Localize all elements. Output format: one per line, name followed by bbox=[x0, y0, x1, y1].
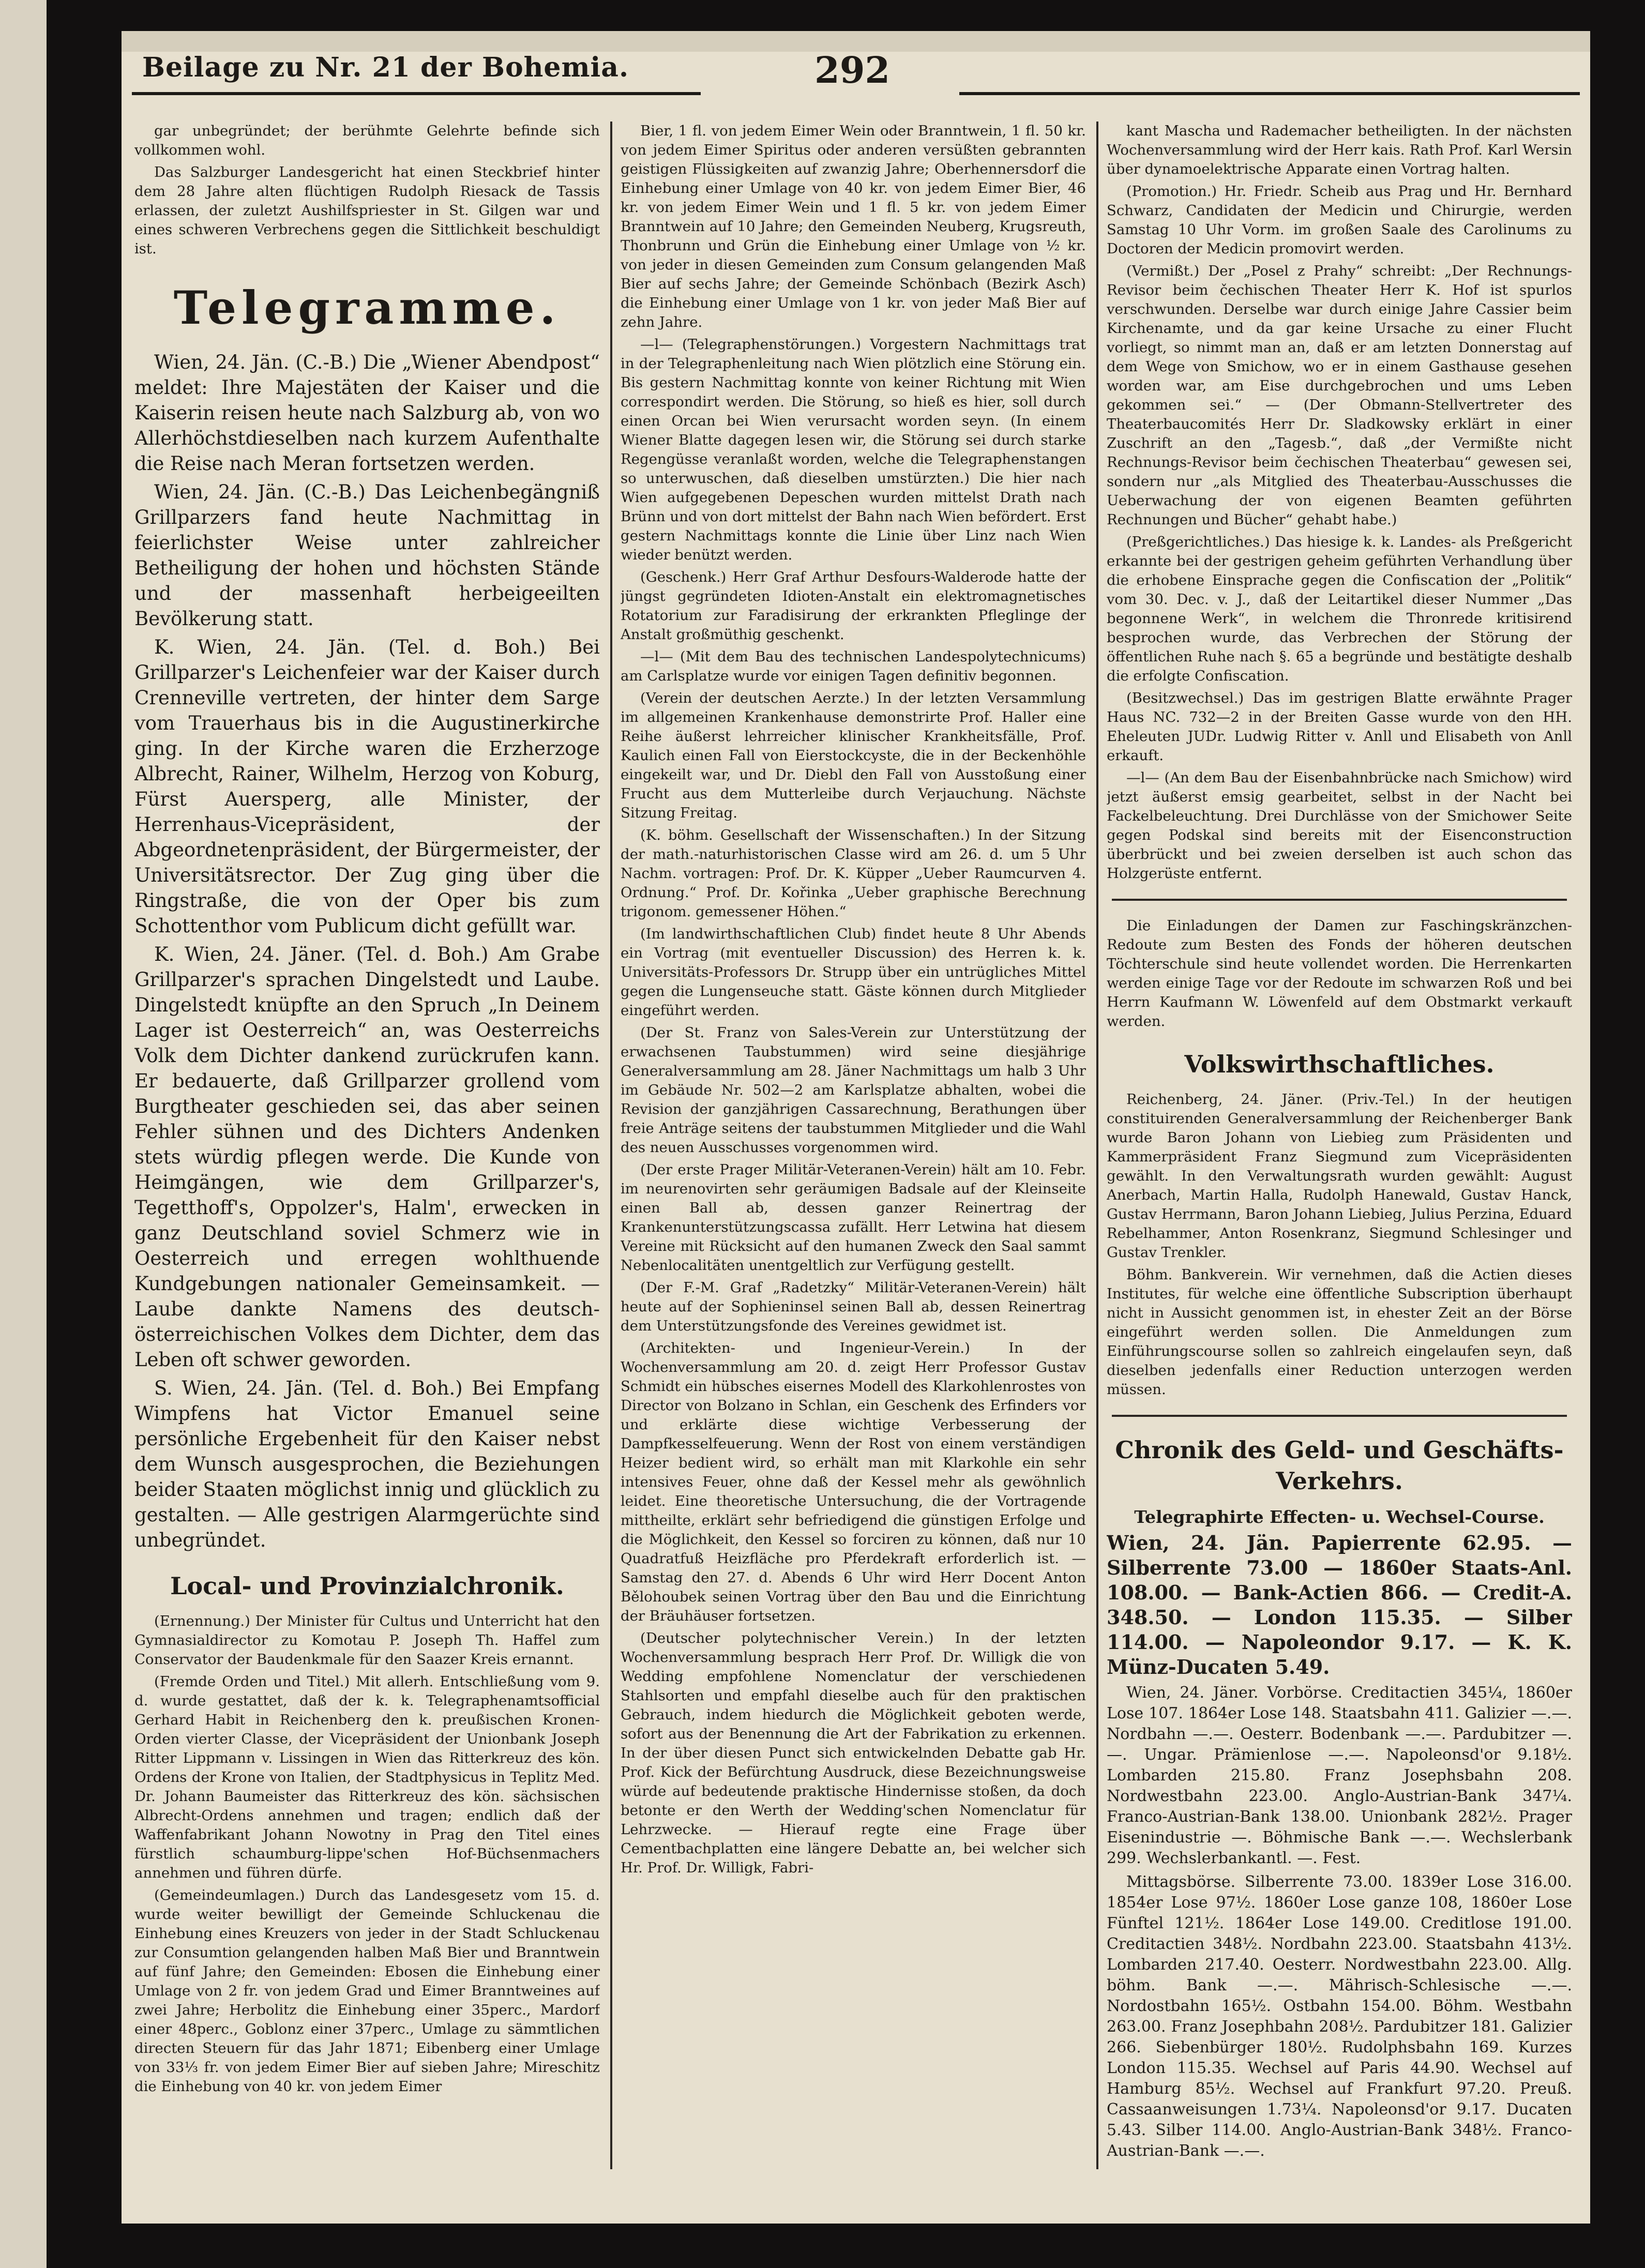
news-item: (Promotion.) Hr. Friedr. Scheib aus Prag und Hr. Bernhard Schwarz, Candidaten der Medicin und Chirurgie, werden Samstag 10 Uhr Vorm. im großen Saale des Carolinums zu Doctoren der Medicin promovirt werden. bbox=[1107, 183, 1572, 257]
news-item: Die Einladungen der Damen zur Faschingskränzchen-Redoute zum Besten des Fonds der höheren deutschen Töchterschule sind heute vollendet worden. Die Herrenkarten werden einige Tage vor der Redoute im schwarzen Roß und bei Herrn Kaufmann W. Löwenfeld auf dem Obstmarkt verkauft werden. bbox=[1107, 917, 1572, 1030]
news-item: —l— (An dem Bau der Eisenbahnbrücke nach Smichow) wird jetzt äußerst emsig gearbeitet, selbst in der Nacht bei Fackelbeleuchtung. Drei Durchlässe von der Smichower Seite gegen Podskal sind bereits mit der Eisenconstruction überbrückt und bei zweien derselben ist auch schon das Holzgerüste entfernt. bbox=[1107, 769, 1572, 882]
news-item: (Vermißt.) Der „Posel z Prahy“ schreibt: „Der Rechnungs-Revisor beim čechischen Theater Herr K. Hof ist spurlos verschwunden. Derselbe war durch einige Jahre Cassier beim Kirchenamte, und da gar keine Ursache zu einer Flucht vorliegt, so nimmt man an, daß er am letzten Donnerstag auf dem Wege von Smichow, wo er in einem Gasthause gesehen worden war, am Eise durchgebrochen und ums Leben gekommen sei.“ — (Der Obmann-Stellvertreter des Theaterbaucomités Herr Dr. Sladkowsky erklärt in einer Zuschrift an den „Tagesb.“, daß „der Vermißte nicht Rechnungs-Revisor beim čechischen Theaterbau“ gewesen sei, sondern nur „als Mitglied des Theaterbau-Ausschusses die Ueberwachung der von eigenen Beamten geführten Rechnungen und Bücher“ gehabt habe.) bbox=[1107, 263, 1572, 528]
news-item: (Verein der deutschen Aerzte.) In der letzten Versammlung im allgemeinen Krankenhause demonstrirte Prof. Haller eine Reihe äußerst lehrreicher klinischer Krankheitsfälle, Prof. Kaulich einen Fall von Eierstockcyste, die in der Beckenhöhle eingekeilt war, und Dr. Diebl den Fall von Ausstoßung einer Frucht aus dem Mutterleibe durch Verjauchung. Nächste Sitzung Freitag. bbox=[621, 690, 1086, 821]
header-rule-right bbox=[959, 92, 1580, 95]
newspaper-page bbox=[122, 31, 1590, 2224]
market-subheading: Telegraphirte Effecten- u. Wechsel-Course. bbox=[1134, 1507, 1545, 1527]
news-item: kant Mascha und Rademacher betheiligten. In der nächsten Wochenversammlung wird der Herr kais. Rath Prof. Karl Wersin über dynamoelektrische Apparate einen Vortrag halten. bbox=[1107, 123, 1572, 177]
column-2 bbox=[621, 122, 1086, 2169]
economy-item: Böhm. Bankverein. Wir vernehmen, daß die Actien dieses Institutes, für welche eine öffentliche Subscription überhaupt nicht in Aussicht genommen ist, in ehester Zeit an der Börse eingeführt werden sollen. Die Anmeldungen zum Einführungscourse sollen so zahlreich eingelaufen seyn, daß dieselben jedenfalls einer Reduction unterzogen werden müssen. bbox=[1107, 1266, 1572, 1398]
news-item: —l— (Telegraphenstörungen.) Vorgestern Nachmittags trat in der Telegraphenleitung nach Wien plötzlich eine Störung ein. Bis gestern Nachmittag konnte von keiner Richtung mit Wien correspondirt werden. Die Störung, so hieß es hier, soll durch einen Orcan bei Wien verursacht worden seyn. (In einem Wiener Blatte dagegen lesen wir, die Störung sei durch starke Regengüsse veranlaßt worden, welche die Telegraphenstangen so unterwuschen, daß dieselben umstürzten.) Die hier nach Wien aufgegebenen Depeschen wurden mittelst Drath nach Brünn und von dort mittelst der Bahn nach Wien befördert. Erst gestern Nachmittags konnte die Linie über Linz nach Wien wieder benützt werden. bbox=[621, 336, 1086, 563]
economy-item: Reichenberg, 24. Jäner. (Priv.-Tel.) In der heutigen constituirenden Generalversammlung der Reichenberger Bank wurde Baron Johann von Liebieg zum Präsidenten und Kammerpräsident Franz Siegmund zum Vicepräsidenten gewählt. In den Verwaltungsrath wurden gewählt: August Anerbach, Martin Halla, Rudolph Hanewald, Gustav Hanck, Gustav Herrmann, Baron Johann Liebieg, Julius Perzina, Eduard Rebelhammer, Anton Rosenkranz, Siegmund Schlesinger und Gustav Trenkler. bbox=[1107, 1091, 1572, 1261]
news-item: (Der F.-M. Graf „Radetzky“ Militär-Veteranen-Verein) hält heute auf der Sophieninsel seinen Ball ab, dessen Reinertrag dem Unterstützungsfonde des Vereines gewidmet ist. bbox=[621, 1279, 1086, 1334]
article-paragraph: Das Salzburger Landesgericht hat einen Steckbrief hinter dem 28 Jahre alten flüchtigen Rudolph Riesack de Tassis erlassen, der zuletzt Aushilfspriester in St. Gilgen war und eines schweren Verbrechens gegen die Sittlichkeit beschuldigt ist. bbox=[134, 164, 600, 257]
adjacent-page-edge bbox=[0, 0, 47, 2268]
section-heading-local: Local- und Provinzialchronik. bbox=[170, 1572, 564, 1600]
telegram-item: Wien, 24. Jän. (C.-B.) Die „Wiener Abendpost“ meldet: Ihre Majestäten der Kaiser und die Kaiserin reisen heute nach Salzburg ab, von wo Allerhöchstdieselben nach kurzem Aufenthalte die Reise nach Meran fortsetzen werden. bbox=[134, 351, 600, 475]
section-heading-telegramme: Telegramme. bbox=[173, 281, 561, 335]
telegram-item: K. Wien, 24. Jäner. (Tel. d. Boh.) Am Grabe Grillparzer's sprachen Dingelstedt und Laube. Dingelstedt knüpfte an den Spruch „In Deinem Lager ist Oesterreich“ an, was Oesterreichs Volk dem Dichter dankend zurückrufen kann. Er bedauerte, daß Grillparzer grollend vom Burgtheater geschieden sei, das aber seinen Fehler sühnen und des Dichters Andenken stets würdig pflegen werde. Die Kunde von Heimgängen, wie dem Grillparzer's, Tegetthoff's, Oppolzer's, Halm', erwecken in ganz Deutschland soviel Schmerz wie in Oesterreich und erregen wohlthuende Kundgebungen nationaler Gemeinsamkeit. — Laube dankte Namens des deutsch-österreichischen Volkes dem Dichter, dem das Leben oft schwer geworden. bbox=[134, 943, 600, 1371]
supplement-title: Beilage zu Nr. 21 der Bohemia. bbox=[142, 52, 629, 83]
news-item: (Besitzwechsel.) Das im gestrigen Blatte erwähnte Prager Haus NC. 732—2 in der Breiten Gasse wurde von den HH. Eheleuten JUDr. Ludwig Ritter v. Anll und Elisabeth von Anll erkauft. bbox=[1107, 690, 1572, 764]
market-report bbox=[1107, 1507, 1572, 2161]
telegram-block bbox=[134, 350, 600, 1553]
page-number: 292 bbox=[814, 49, 891, 92]
market-quote-block: Wien, 24. Jän. Papierrente 62.95. — Silberrente 73.00 — 1860er Staats-Anl. 108.00. — Bank-Actien 866. — Credit-A. 348.50. — London 115.35. — Silber 114.00. — Napoleondor 9.17. — K. K. Münz-Ducaten 5.49. bbox=[1107, 1531, 1572, 1679]
news-item: (Fremde Orden und Titel.) Mit allerh. Entschließung vom 9. d. wurde gestattet, daß der k. k. Telegraphenamtsofficial Gerhard Habit in Reichenberg den k. preußischen Kronen-Orden vierter Classe, der Vicepräsident der Unionbank Joseph Ritter Lippmann v. Lissingen in Wien das Ritterkreuz des kön. Ordens der Krone von Italien, der Stadtphysicus in Teplitz Med. Dr. Johann Baumeister das Ritterkreuz des kön. sächsischen Albrecht-Ordens annehmen und tragen; endlich daß der Waffenfabrikant Johann Nowotny in Prag den Titel eines fürstlich schaumburg-lippe'schen Hof-Büchsenmachers annehmen und führen dürfe. bbox=[134, 1673, 600, 1881]
news-item: Bier, 1 fl. von jedem Eimer Wein oder Branntwein, 1 fl. 50 kr. von jedem Eimer Spiritus oder anderen versüßten gebrannten geistigen Flüssigkeiten auf zwanzig Jahre; Oberhennersdorf die Einhebung einer Umlage von 40 kr. von jedem Eimer Bier, 46 kr. von jedem Eimer Wein und 1 fl. 5 kr. von jedem Eimer Branntwein auf 10 Jahre; den Gemeinden Neuberg, Krugsreuth, Thonbrunn und Grün die Einhebung einer Umlage von ½ kr. von jeder in diesen Gemeinden zum Consum gelangenden Maß Bier auf sechs Jahre; der Gemeinde Schönbach (Bezirk Asch) die Einhebung einer Umlage von 1 kr. von jeder Maß Bier auf zehn Jahre. bbox=[621, 123, 1086, 330]
news-item: (Preßgerichtliches.) Das hiesige k. k. Landes- als Preßgericht erkannte bei der gestrigen geheim geführten Verhandlung über die erhobene Einsprache gegen die Confiscation der „Politik“ vom 30. Dec. v. J., daß der Leitartikel dieser Nummer „Das begonnene Werk“, in welchem die Thronrede kritisirend besprochen wurde, das Verbrechen der Störung der öffentlichen Ruhe nach §. 65 a begründe und bestätigte deshalb die erfolgte Confiscation. bbox=[1107, 534, 1572, 684]
article-paragraph: gar unbegründet; der berühmte Gelehrte befinde sich vollkommen wohl. bbox=[134, 123, 600, 158]
telegram-item: Wien, 24. Jän. (C.-B.) Das Leichenbegängniß Grillparzers fand heute Nachmittag in feierlichster Weise unter zahlreicher Betheiligung der hohen und höchsten Stände und der massenhaft herbeigeeilten Bevölkerung statt. bbox=[134, 481, 600, 630]
news-item: (Gemeindeumlagen.) Durch das Landesgesetz vom 15. d. wurde weiter bewilligt der Gemeinde Schluckenau die Einhebung eines Kreuzers von jeder in der Stadt Schluckenau zur Consumtion gelangenden halben Maß Bier und Branntwein auf fünf Jahre; den Gemeinden: Ebosen die Einhebung einer Umlage von 2 fr. von jedem Grad und Eimer Branntweines auf zwei Jahre; Herbolitz die Einhebung einer 35perc., Mardorf einer 48perc., Goblonz einer 37perc., Umlage zu sämmtlichen directen Steuern für das Jahr 1871; Eibenberg einer Umlage von 33⅓ fr. von jedem Eimer Bier auf sieben Jahre; Mireschitz die Einhebung von 40 kr. von jedem Eimer bbox=[134, 1887, 600, 2095]
news-item: (Im landwirthschaftlichen Club) findet heute 8 Uhr Abends ein Vortrag (mit eventueller Discussion) des Herren k. k. Universitäts-Professors Dr. Strupp über ein untrügliches Mittel gegen die Lungenseuche statt. Gäste können durch Mitglieder eingeführt werden. bbox=[621, 926, 1086, 1019]
market-quote-block: Mittagsbörse. Silberrente 73.00. 1839er Lose 316.00. 1854er Lose 97½. 1860er Lose ganze 108, 1860er Lose Fünftel 121½. 1864er Lose 149.00. Creditlose 191.00. Creditactien 348½. Nordbahn 223.00. Staatsbahn 413½. Lombarden 217.40. Oesterr. Nordwestbahn 223.00. Allg. böhm. Bank —.—. Mährisch-Schlesische —.—. Nordostbahn 165½. Ostbahn 154.00. Böhm. Westbahn 263.00. Franz Josephbahn 208½. Pardubitzer 181. Galizier 266. Siebenbürger 180½. Rudolphsbahn 169. Kurzes London 115.35. Wechsel auf Paris 44.90. Wechsel auf Hamburg 85½. Wechsel auf Frankfurt 97.20. Preuß. Cassaanweisungen 1.73¼. Napoleonsd'or 9.17. Ducaten 5.43. Silber 114.00. Anglo-Austrian-Bank 348½. Franco-Austrian-Bank —.—. bbox=[1107, 1873, 1572, 2160]
header-rule-left bbox=[132, 92, 701, 95]
news-item: (K. böhm. Gesellschaft der Wissenschaften.) In der Sitzung der math.-naturhistorischen Classe wird am 26. d. um 5 Uhr Nachm. vortragen: Prof. Dr. K. Küpper „Ueber Raumcurven 4. Ordnung.“ Prof. Dr. Kořinka „Ueber graphische Berechnung trigonom. gemessener Höhen.“ bbox=[621, 827, 1086, 920]
telegram-item: S. Wien, 24. Jän. (Tel. d. Boh.) Bei Empfang Wimpfens hat Victor Emanuel seine persönliche Ergebenheit für den Kaiser nebst dem Wunsch ausgesprochen, die Beziehungen beider Staaten möglichst innig und glücklich zu gestalten. — Alle gestrigen Alarmgerüchte sind unbegründet. bbox=[134, 1377, 600, 1551]
news-item: (Ernennung.) Der Minister für Cultus und Unterricht hat den Gymnasialdirector zu Komotau P. Joseph Th. Haffel zum Conservator der Baudenkmale für den Saazer Kreis ernannt. bbox=[134, 1613, 600, 1668]
paper-shade bbox=[122, 31, 1590, 52]
column-3 bbox=[1107, 122, 1572, 2169]
market-quote-block: Wien, 24. Jäner. Vorbörse. Creditactien 345¼, 1860er Lose 107. 1864er Lose 148. Staatsbahn 411. Galizier —.—. Nordbahn —.—. Oesterr. Bodenbank —.—. Pardubitzer —.—. Ungar. Prämienlose —.—. Napoleonsd'or 9.18½. Lombarden 215.80. Franz Josephsbahn 208. Nordwestbahn 223.00. Anglo-Austrian-Bank 347¼. Franco-Austrian-Bank 138.00. Unionbank 282½. Prager Eisenindustrie —. Böhmische Bank —.—. Wechslerbank 299. Wechslerbankantl. —. Fest. bbox=[1107, 1684, 1572, 1867]
page-header bbox=[132, 49, 1580, 98]
section-heading-chronik: Chronik des Geld- und Geschäfts-Verkehrs. bbox=[1115, 1436, 1564, 1495]
section-divider bbox=[1112, 899, 1567, 901]
column-rule bbox=[1096, 122, 1098, 2169]
news-item: (Architekten- und Ingenieur-Verein.) In der Wochenversammlung am 20. d. zeigt Herr Professor Gustav Schmidt ein hübsches eisernes Modell des Klarkohlenrostes von Director von Bolzano in Schlan, ein Geschenk des Erfinders vor und erklärte diese wichtige Verbesserung der Dampfkesselfeuerung. Wenn der Rost von einem verständigen Heizer bedient wird, so erhält man mit Klarkohle ein sehr intensives Feuer, ohne daß der Kessel mehr als gewöhnlich leidet. Eine theoretische Untersuchung, die der Vortragende mittheilte, erklärt sehr befriedigend die günstigen Erfolge und die Möglichkeit, den Kessel so forciren zu können, daß nur 10 Quadratfuß Heizfläche pro Pferdekraft erforderlich ist. — Samstag den 27. d. Abends 6 Uhr wird Herr Docent Anton Bělohoubek seinen Vortrag über den Bau und die Einrichtung der Bräuhäuser fortsetzen. bbox=[621, 1340, 1086, 1624]
section-divider bbox=[1112, 1415, 1567, 1417]
news-item: —l— (Mit dem Bau des technischen Landespolytechnicums) am Carlsplatze wurde vor einigen Tagen definitiv begonnen. bbox=[621, 648, 1086, 684]
news-item: (Deutscher polytechnischer Verein.) In der letzten Wochenversammlung besprach Herr Prof. Dr. Willigk die von Wedding empfohlene Nomenclatur der verschiedenen Stahlsorten und empfahl dieselbe auch für den praktischen Gebrauch, indem hiedurch die Möglichkeit geboten werde, sofort aus der Benennung die Art der Fabrikation zu erkennen. In der über diesen Punct sich entwickelnden Debatte gab Hr. Prof. Kick der Befürchtung Ausdruck, diese Bezeichnungsweise würde auf bedeutende praktische Hindernisse stoßen, da doch betonte er den Werth der Wedding'schen Nomenclatur für Lehrzwecke. — Hierauf regte eine Frage über Cementbachplatten eine längere Debatte an, bei welcher sich Hr. Prof. Dr. Willigk, Fabri- bbox=[621, 1630, 1086, 1876]
column-rule bbox=[610, 122, 612, 2169]
section-heading-volkswirthschaft: Volkswirthschaftliches. bbox=[1184, 1050, 1495, 1078]
column-1 bbox=[134, 122, 600, 2169]
telegram-item: K. Wien, 24. Jän. (Tel. d. Boh.) Bei Grillparzer's Leichenfeier war der Kaiser durch Crenneville vertreten, der hinter dem Sarge vom Trauerhaus bis in die Augustinerkirche ging. In der Kirche waren die Erzherzoge Albrecht, Rainer, Wilhelm, Herzog von Koburg, Fürst Auersperg, alle Minister, der Herrenhaus-Vicepräsident, der Abgeordnetenpräsident, der Bürgermeister, der Universitätsrector. Der Zug ging über die Ringstraße, die von der Oper bis zum Schottenthor vom Publicum dicht gefüllt war. bbox=[134, 636, 600, 937]
news-item: (Der St. Franz von Sales-Verein zur Unterstützung der erwachsenen Taubstummen) wird seine diesjährige Generalversammlung am 28. Jäner Nachmittags um halb 3 Uhr im Gebäude Nr. 502—2 am Karlsplatze abhalten, wobei die Revision der ganzjährigen Cassarechnung, Berathungen über freie Anträge seitens der taubstummen Mitglieder und die Wahl des neuen Ausschusses vorgenommen wird. bbox=[621, 1024, 1086, 1156]
news-item: (Geschenk.) Herr Graf Arthur Desfours-Walderode hatte der jüngst gegründeten Idioten-Anstalt ein elektromagnetisches Rotatorium zur Faradisirung der erkrankten Pfleglinge der Anstalt großmüthig geschenkt. bbox=[621, 569, 1086, 643]
news-item: (Der erste Prager Militär-Veteranen-Verein) hält am 10. Febr. im neurenovirten sehr geräumigen Badsale auf der Kleinseite einen Ball ab, dessen ganzer Reinertrag der Krankenunterstützungscassa zufällt. Herr Letwina hat diesem Vereine mit Rücksicht auf den humanen Zweck den Saal sammt Nebenlocalitäten unentgeltlich zur Verfügung gestellt. bbox=[621, 1161, 1086, 1274]
